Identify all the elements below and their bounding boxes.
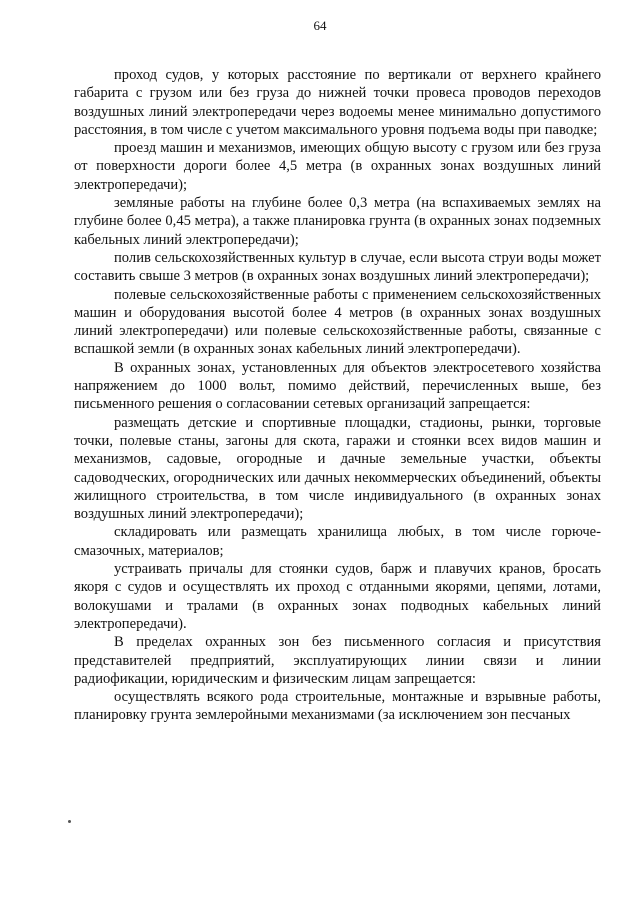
paragraph-communication-zones: В пределах охранных зон без письменного согласия и присутствия представителей предприятий, эксплуатирующих линии связи и линии радиофикации, юридическим и физическим лицам запрещается: — [74, 634, 601, 687]
paragraph-low-voltage-zones: В охранных зонах, установленных для объектов электросетевого хозяйства напряжением до 1000 вольт, помимо действий, перечисленных выше, без письменного решения о согласовании сетевых организаций запрещается: — [74, 359, 601, 413]
paragraph-field-works: полевые сельскохозяйственные работы с применением сельскохозяйственных машин и оборудования высотой более 4 метров (в охранных зонах воздушных линий электропередачи) или полевые сельскохозяйственные работы, связанные с вспашкой земли (в охранных зонах кабельных линий электропередачи). — [74, 286, 601, 358]
paragraph-irrigation: полив сельскохозяйственных культур в случае, если высота струи воды может составить свыше 3 метров (в охранных зонах воздушных линий электропередачи); — [74, 249, 601, 285]
paragraph-moorings-prohibition: устраивать причалы для стоянки судов, барж и плавучих кранов, бросать якоря с судов и осуществлять их проход с отданными якорями, цепями, лотами, волокушами и тралами (в охранных зонах подводных кабельных линий электропередачи). — [74, 561, 601, 632]
paragraph-storage-prohibition: складировать или размещать хранилища любых, в том числе горюче-смазочных, материалов; — [74, 524, 601, 559]
paragraph-earthworks: земляные работы на глубине более 0,3 метра (на вспахиваемых землях на глубине более 0,45 метра), а также планировка грунта (в охранных зонах подземных кабельных линий электропередачи); — [74, 195, 601, 248]
page-number: 64 — [313, 18, 327, 33]
scan-artifact-dot — [68, 820, 71, 823]
paragraph-vehicle-passage: проезд машин и механизмов, имеющих общую высоту с грузом или без груза от поверхности дороги более 4,5 метра (в охранных зонах воздушных линий электропередачи); — [74, 140, 601, 193]
document-body — [74, 66, 601, 725]
paragraph-placement-prohibition: размещать детские и спортивные площадки, стадионы, рынки, торговые точки, полевые станы, загоны для скота, гаражи и стоянки всех видов машин и механизмов, садовые, огородные и дачные земельные участки, объекты садоводческих, огороднических или дачных некоммерческих объединений, объекты жилищного строительства, в том числе индивидуального (в охранных зонах воздушных линий электропередачи); — [74, 414, 601, 523]
paragraph-ship-passage: проход судов, у которых расстояние по вертикали от верхнего крайнего габарита с грузом или без груза до нижней точки провеса проводов переходов воздушных линий электропередачи через водоемы менее минимально допустимого расстояния, в том числе с учетом максимального уровня подъема воды при паводке; — [74, 67, 601, 138]
paragraph-construction-works: осуществлять всякого рода строительные, монтажные и взрывные работы, планировку грунта землеройными механизмами (за исключением зон песчаных — [74, 689, 601, 724]
